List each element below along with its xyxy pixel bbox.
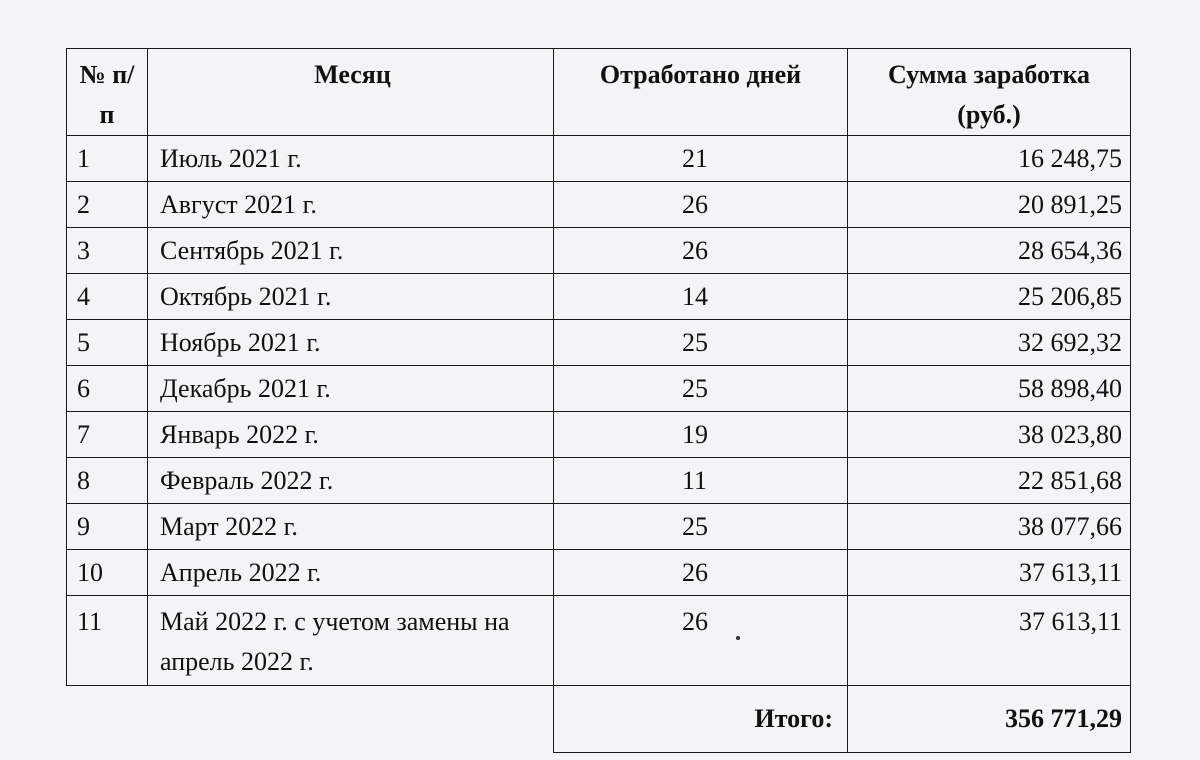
cell-num: 2	[67, 182, 148, 228]
total-label: Итого:	[554, 686, 848, 753]
cell-days: 25	[554, 320, 848, 366]
cell-num: 11	[67, 596, 148, 686]
cell-month: Ноябрь 2021 г.	[148, 320, 554, 366]
table-row	[67, 320, 1131, 366]
cell-num: 5	[67, 320, 148, 366]
cell-num: 8	[67, 458, 148, 504]
table-row	[67, 458, 1131, 504]
table-row	[67, 274, 1131, 320]
cell-sum: 37 613,11	[848, 550, 1131, 596]
ink-dot	[736, 636, 740, 640]
table-row	[67, 504, 1131, 550]
cell-days: 26	[554, 228, 848, 274]
cell-days: 26	[554, 550, 848, 596]
header-days: Отработано дней	[554, 49, 848, 136]
cell-days: 21	[554, 136, 848, 182]
cell-month: Май 2022 г. с учетом замены на апрель 2022 г.	[148, 596, 554, 686]
cell-days: 25	[554, 366, 848, 412]
cell-sum: 28 654,36	[848, 228, 1131, 274]
table-row	[67, 136, 1131, 182]
cell-num: 9	[67, 504, 148, 550]
cell-days: 11	[554, 458, 848, 504]
cell-num: 6	[67, 366, 148, 412]
cell-days: 14	[554, 274, 848, 320]
cell-month: Декабрь 2021 г.	[148, 366, 554, 412]
cell-days: 26	[554, 596, 848, 686]
cell-sum: 16 248,75	[848, 136, 1131, 182]
cell-days: 26	[554, 182, 848, 228]
cell-num: 1	[67, 136, 148, 182]
total-row	[67, 686, 1131, 753]
cell-days: 25	[554, 504, 848, 550]
table-row	[67, 412, 1131, 458]
cell-days: 19	[554, 412, 848, 458]
cell-sum: 22 851,68	[848, 458, 1131, 504]
cell-month: Март 2022 г.	[148, 504, 554, 550]
header-num: № п/п	[67, 49, 148, 136]
table-row	[67, 366, 1131, 412]
table-row	[67, 596, 1131, 686]
cell-month: Октябрь 2021 г.	[148, 274, 554, 320]
header-sum: Сумма заработка (руб.)	[848, 49, 1131, 136]
header-row	[67, 49, 1131, 136]
table-row	[67, 182, 1131, 228]
cell-num: 3	[67, 228, 148, 274]
cell-month: Сентябрь 2021 г.	[148, 228, 554, 274]
cell-sum: 38 077,66	[848, 504, 1131, 550]
cell-num: 10	[67, 550, 148, 596]
cell-sum: 38 023,80	[848, 412, 1131, 458]
cell-sum: 25 206,85	[848, 274, 1131, 320]
cell-sum: 58 898,40	[848, 366, 1131, 412]
cell-sum: 20 891,25	[848, 182, 1131, 228]
cell-num: 7	[67, 412, 148, 458]
cell-month: Февраль 2022 г.	[148, 458, 554, 504]
cell-month: Январь 2022 г.	[148, 412, 554, 458]
cell-month: Апрель 2022 г.	[148, 550, 554, 596]
cell-month: Август 2021 г.	[148, 182, 554, 228]
cell-month: Июль 2021 г.	[148, 136, 554, 182]
table-row	[67, 550, 1131, 596]
cell-sum: 37 613,11	[848, 596, 1131, 686]
total-sum: 356 771,29	[848, 686, 1131, 753]
cell-sum: 32 692,32	[848, 320, 1131, 366]
salary-table	[66, 48, 1131, 753]
header-month: Месяц	[148, 49, 554, 136]
table-row	[67, 228, 1131, 274]
cell-num: 4	[67, 274, 148, 320]
